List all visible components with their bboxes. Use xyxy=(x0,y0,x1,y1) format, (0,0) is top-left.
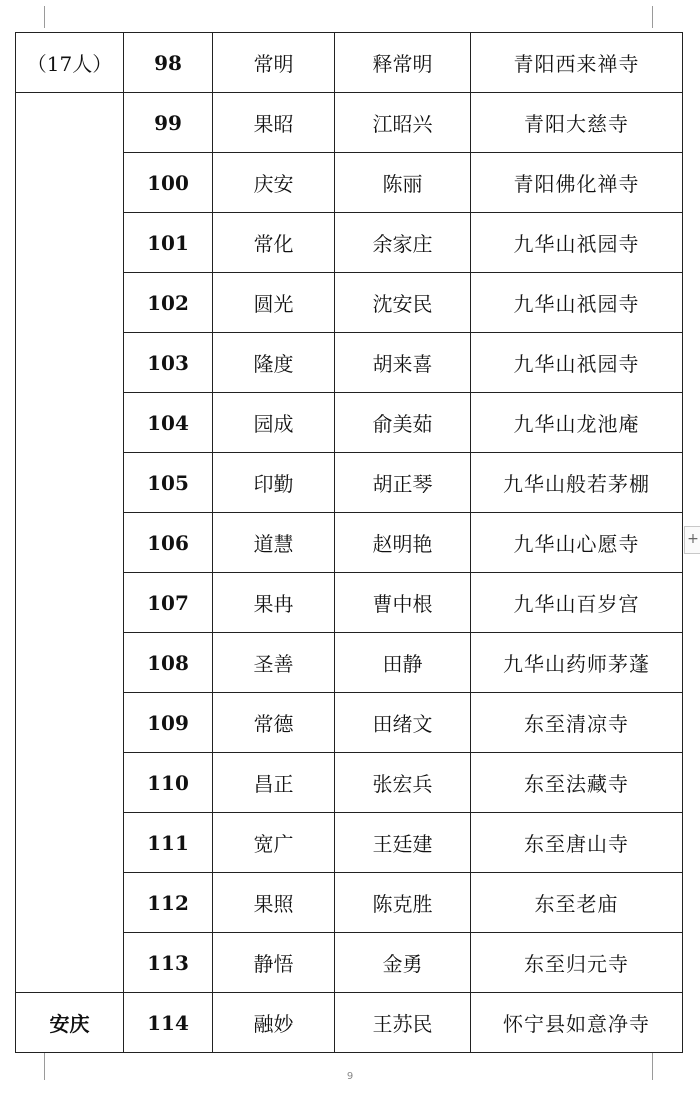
number-cell: 107 xyxy=(124,573,213,633)
lay-name-cell: 余家庄 xyxy=(335,213,471,273)
lay-name-cell: 陈克胜 xyxy=(335,873,471,933)
lay-name-cell: 释常明 xyxy=(335,33,471,93)
lay-name-cell: 王苏民 xyxy=(335,993,471,1053)
dharma-name-cell: 融妙 xyxy=(213,993,335,1053)
temple-cell: 青阳佛化禅寺 xyxy=(471,153,683,213)
table-row xyxy=(16,93,683,153)
number-cell: 113 xyxy=(124,933,213,993)
number-cell: 108 xyxy=(124,633,213,693)
table-row xyxy=(16,33,683,93)
lay-name-cell: 陈丽 xyxy=(335,153,471,213)
roster-table xyxy=(15,32,683,1053)
dharma-name-cell: 庆安 xyxy=(213,153,335,213)
temple-cell: 九华山般若茅棚 xyxy=(471,453,683,513)
temple-cell: 青阳大慈寺 xyxy=(471,93,683,153)
temple-cell: 东至归元寺 xyxy=(471,933,683,993)
lay-name-cell: 赵明艳 xyxy=(335,513,471,573)
table-row xyxy=(16,993,683,1053)
region-cell: （17人） xyxy=(16,33,124,93)
dharma-name-cell: 昌正 xyxy=(213,753,335,813)
dharma-name-cell: 园成 xyxy=(213,393,335,453)
region-cell: 安庆 xyxy=(16,993,124,1053)
temple-cell: 九华山祇园寺 xyxy=(471,213,683,273)
lay-name-cell: 胡来喜 xyxy=(335,333,471,393)
add-row-plus-icon[interactable]: + xyxy=(684,526,700,554)
number-cell: 109 xyxy=(124,693,213,753)
lay-name-cell: 胡正琴 xyxy=(335,453,471,513)
lay-name-cell: 江昭兴 xyxy=(335,93,471,153)
lay-name-cell: 张宏兵 xyxy=(335,753,471,813)
number-cell: 114 xyxy=(124,993,213,1053)
dharma-name-cell: 宽广 xyxy=(213,813,335,873)
dharma-name-cell: 静悟 xyxy=(213,933,335,993)
number-cell: 104 xyxy=(124,393,213,453)
lay-name-cell: 田静 xyxy=(335,633,471,693)
temple-cell: 青阳西来禅寺 xyxy=(471,33,683,93)
temple-cell: 九华山祇园寺 xyxy=(471,273,683,333)
dharma-name-cell: 印勤 xyxy=(213,453,335,513)
number-cell: 112 xyxy=(124,873,213,933)
dharma-name-cell: 果照 xyxy=(213,873,335,933)
temple-cell: 九华山药师茅蓬 xyxy=(471,633,683,693)
number-cell: 105 xyxy=(124,453,213,513)
temple-cell: 东至老庙 xyxy=(471,873,683,933)
temple-cell: 东至唐山寺 xyxy=(471,813,683,873)
temple-cell: 九华山祇园寺 xyxy=(471,333,683,393)
dharma-name-cell: 圣善 xyxy=(213,633,335,693)
dharma-name-cell: 常明 xyxy=(213,33,335,93)
temple-cell: 九华山龙池庵 xyxy=(471,393,683,453)
temple-cell: 九华山心愿寺 xyxy=(471,513,683,573)
region-cell-empty xyxy=(16,93,124,993)
dharma-name-cell: 圆光 xyxy=(213,273,335,333)
temple-cell: 东至法藏寺 xyxy=(471,753,683,813)
crop-mark-top-right xyxy=(652,6,653,28)
number-cell: 110 xyxy=(124,753,213,813)
lay-name-cell: 俞美茹 xyxy=(335,393,471,453)
lay-name-cell: 曹中根 xyxy=(335,573,471,633)
number-cell: 100 xyxy=(124,153,213,213)
crop-mark-top-left xyxy=(44,6,45,28)
dharma-name-cell: 果冉 xyxy=(213,573,335,633)
number-cell: 106 xyxy=(124,513,213,573)
number-cell: 98 xyxy=(124,33,213,93)
dharma-name-cell: 隆度 xyxy=(213,333,335,393)
page-number: 9 xyxy=(346,1071,354,1082)
number-cell: 99 xyxy=(124,93,213,153)
number-cell: 111 xyxy=(124,813,213,873)
lay-name-cell: 沈安民 xyxy=(335,273,471,333)
temple-cell: 东至清凉寺 xyxy=(471,693,683,753)
dharma-name-cell: 道慧 xyxy=(213,513,335,573)
temple-cell: 九华山百岁宫 xyxy=(471,573,683,633)
temple-cell: 怀宁县如意净寺 xyxy=(471,993,683,1053)
number-cell: 101 xyxy=(124,213,213,273)
dharma-name-cell: 常化 xyxy=(213,213,335,273)
lay-name-cell: 王廷建 xyxy=(335,813,471,873)
lay-name-cell: 金勇 xyxy=(335,933,471,993)
lay-name-cell: 田绪文 xyxy=(335,693,471,753)
dharma-name-cell: 常德 xyxy=(213,693,335,753)
number-cell: 103 xyxy=(124,333,213,393)
dharma-name-cell: 果昭 xyxy=(213,93,335,153)
number-cell: 102 xyxy=(124,273,213,333)
